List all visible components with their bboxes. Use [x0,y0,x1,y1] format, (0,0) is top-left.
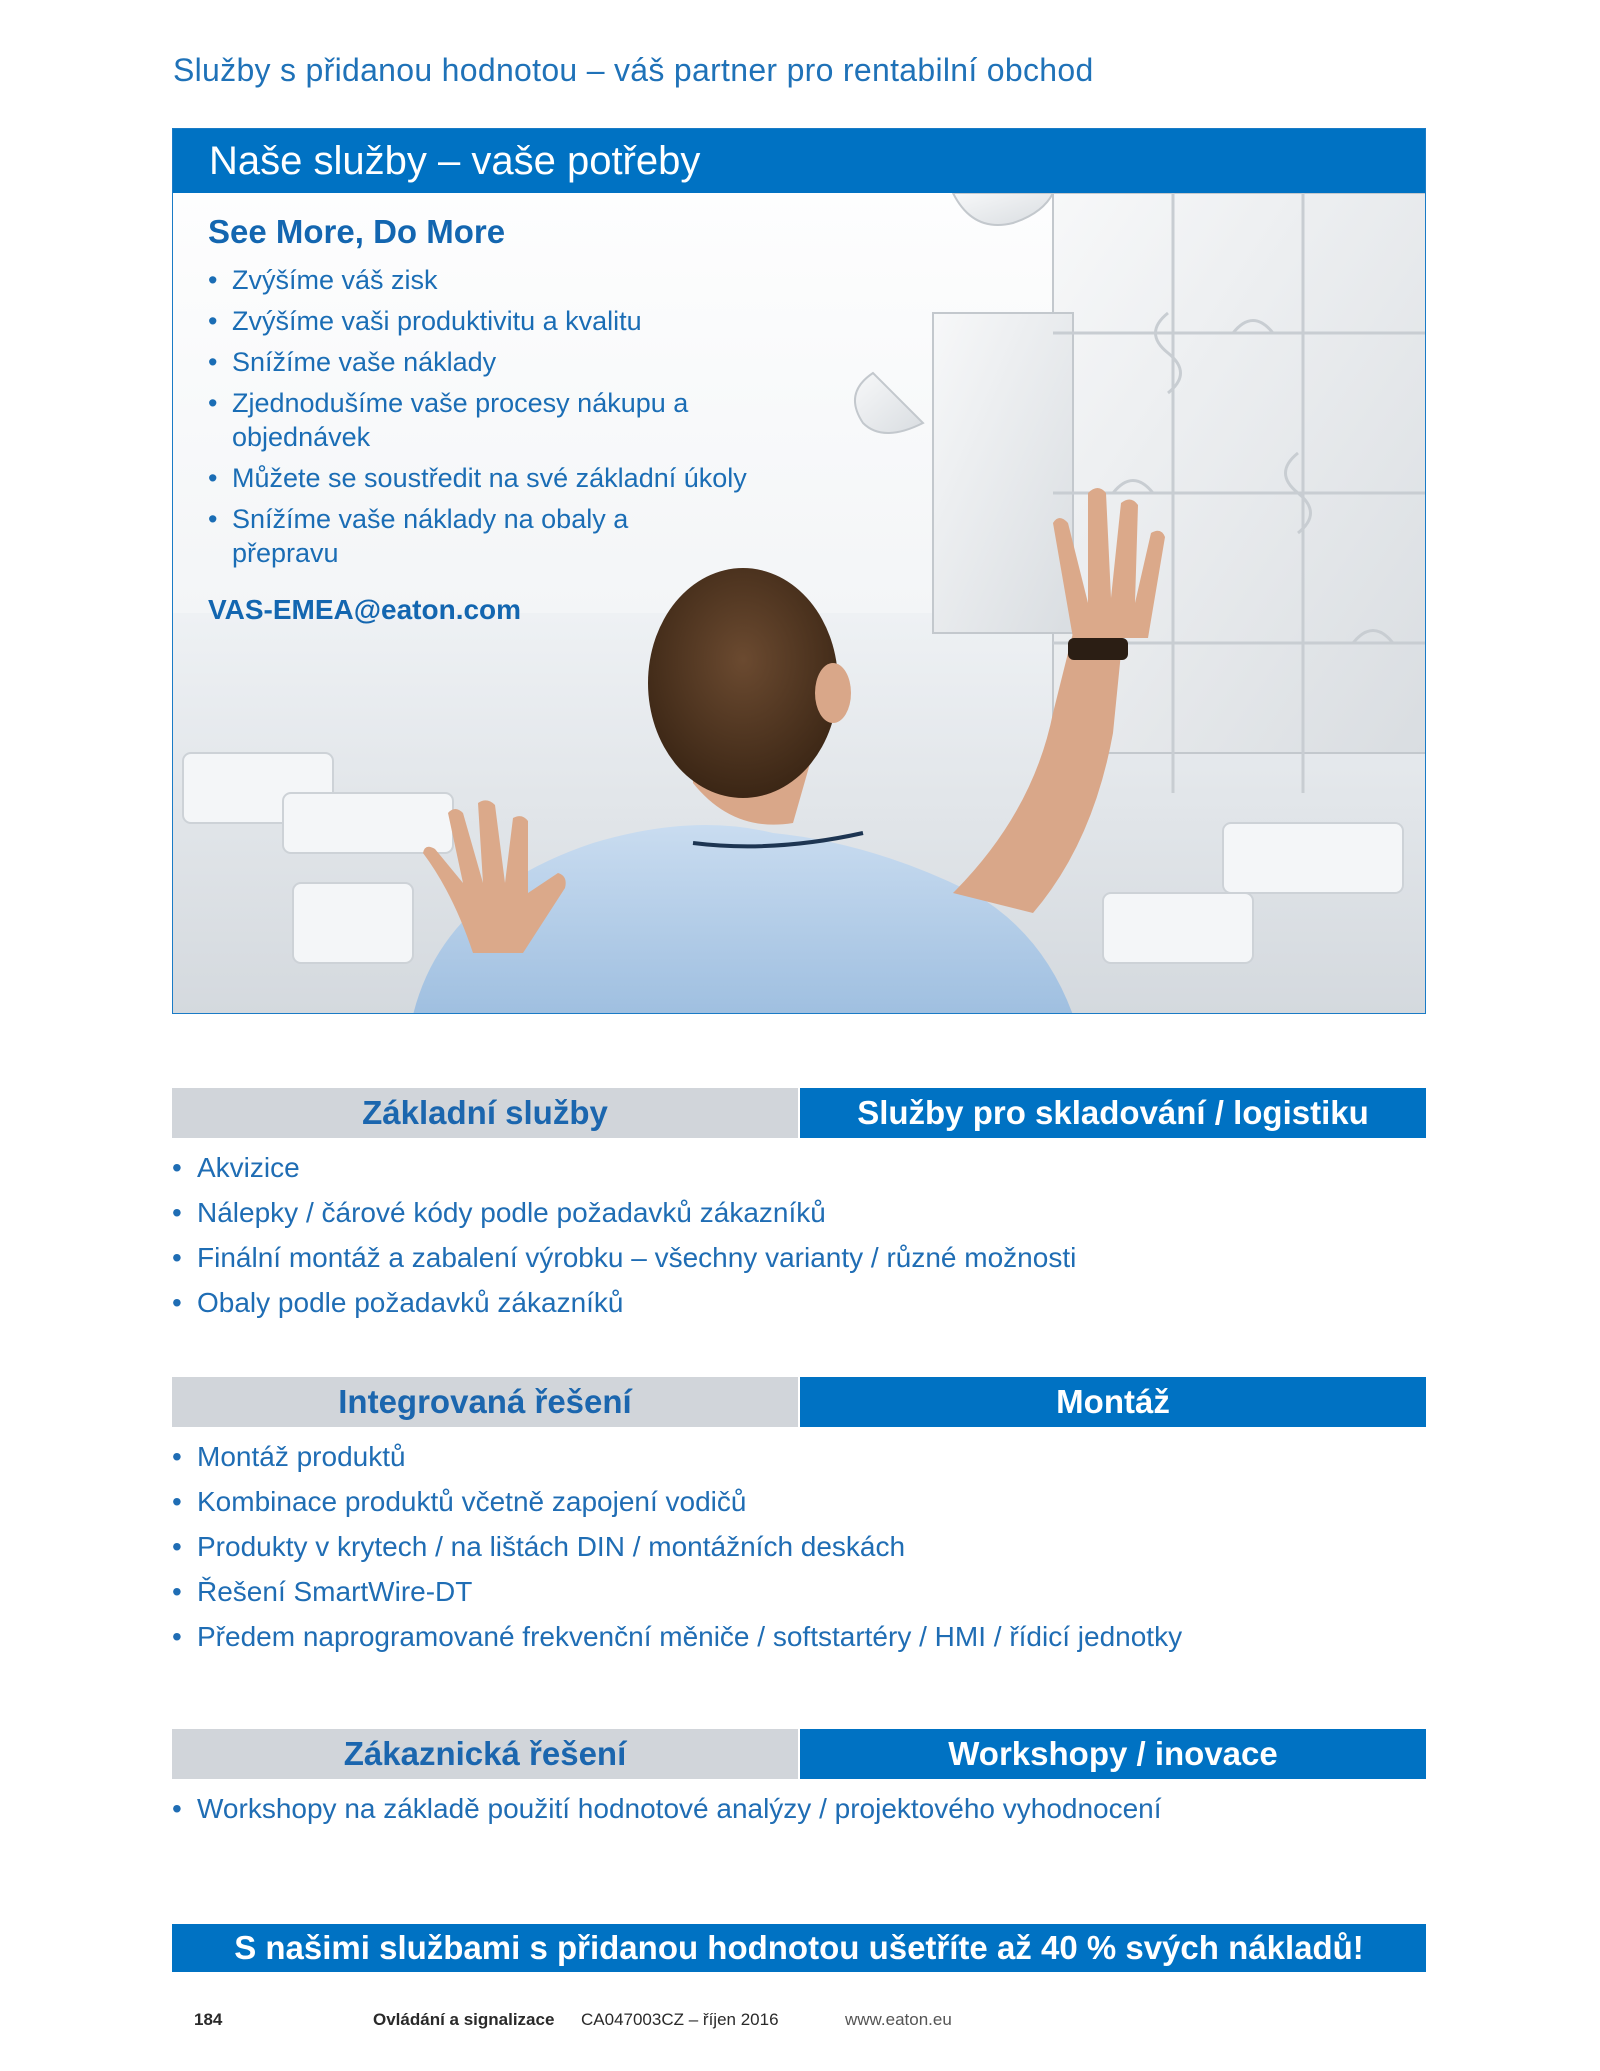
section-right-title: Montáž [800,1377,1426,1427]
footer-catalog-code: CA047003CZ – říjen 2016 [581,2010,779,2029]
list-item: • Finální montáž a zabalení výrobku – všechny varianty / různé možnosti [172,1241,1426,1275]
list-item: • Snížíme vaše náklady na obaly a přepravu [208,502,662,570]
list-item: • Montáž produktů [172,1440,1426,1474]
section-left-title: Integrovaná řešení [172,1377,798,1427]
list-item: • Zvýšíme váš zisk [208,263,828,297]
section-list-basic [172,1151,1426,1331]
list-item: • Kombinace produktů včetně zapojení vodičů [172,1485,1426,1519]
section-left-title: Zákaznická řešení [172,1729,798,1779]
list-item: • Řešení SmartWire-DT [172,1575,1426,1609]
footer-catalog-title: Ovládání a signalizace [373,2010,555,2029]
list-item: • Akvizice [172,1151,1426,1185]
footer-website-link[interactable]: www.eaton.eu [845,2010,952,2029]
list-item: • Zjednodušíme vaše procesy nákupu a objednávek [208,386,772,454]
list-item: • Nálepky / čárové kódy podle požadavků zákazníků [172,1196,1426,1230]
section-header-integrated [172,1377,1426,1427]
list-item: • Produkty v krytech / na lištách DIN / montážních deskách [172,1530,1426,1564]
section-header-basic [172,1088,1426,1138]
hero-content [208,213,828,626]
hero-panel [172,128,1426,1014]
list-item: • Obaly podle požadavků zákazníků [172,1286,1426,1320]
hero-title: Naše služby – vaše potřeby [173,129,1425,193]
section-list-customer [172,1792,1426,1837]
section-header-customer [172,1729,1426,1779]
list-item: • Workshopy na základě použití hodnotové analýzy / projektového vyhodnocení [172,1792,1426,1826]
list-item: • Předem naprogramované frekvenční měniče / softstartéry / HMI / řídicí jednotky [172,1620,1426,1654]
page-title: Služby s přidanou hodnotou – váš partner pro rentabilní obchod [173,52,1094,88]
section-right-title: Workshopy / inovace [800,1729,1426,1779]
list-item: • Snížíme vaše náklady [208,345,828,379]
section-right-title: Služby pro skladování / logistiku [800,1088,1426,1138]
savings-banner: S našimi službami s přidanou hodnotou ušetříte až 40 % svých nákladů! [172,1924,1426,1972]
list-item: • Můžete se soustředit na své základní úkoly [208,461,828,495]
contact-email-link[interactable]: VAS-EMEA@eaton.com [208,594,522,625]
footer-page-number: 184 [194,2010,223,2029]
hero-bullet-list [208,263,828,570]
hero-subtitle: See More, Do More [208,213,506,250]
section-list-integrated [172,1440,1426,1665]
section-left-title: Základní služby [172,1088,798,1138]
list-item: • Zvýšíme vaši produktivitu a kvalitu [208,304,828,338]
